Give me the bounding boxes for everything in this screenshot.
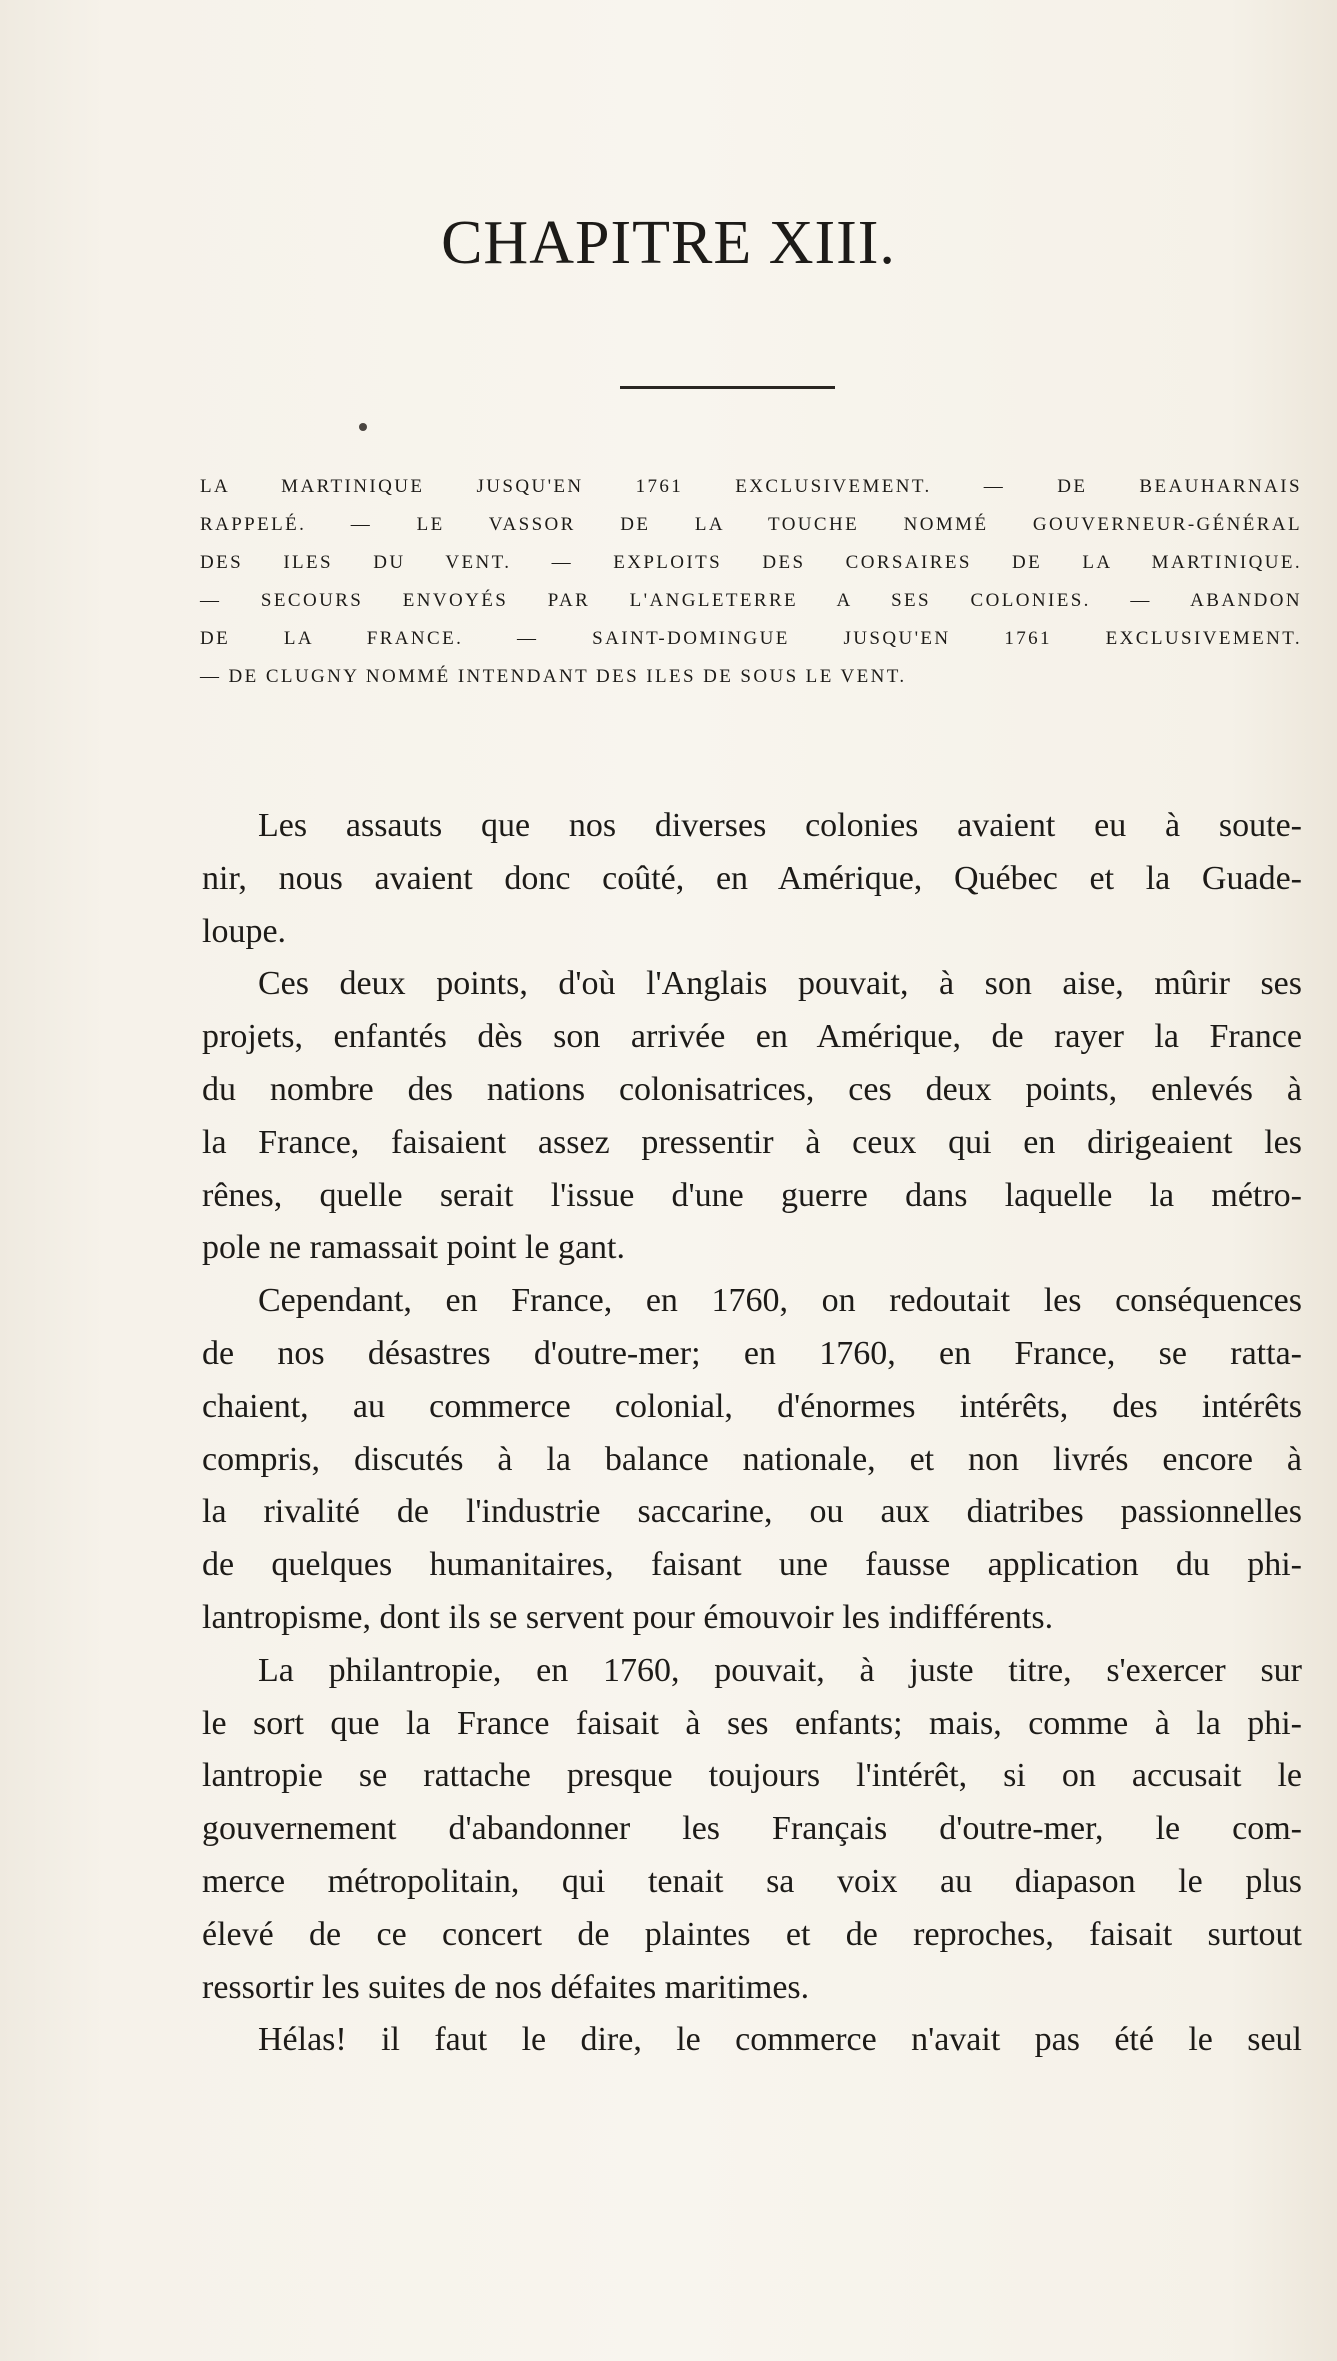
text-line: merce métropolitain, qui tenait sa voix au diapason le plus	[202, 1862, 1302, 1900]
text-line: de nos désastres d'outre-mer; en 1760, en France, se ratta-	[202, 1334, 1302, 1372]
text-line: loupe.	[202, 912, 287, 950]
text-line: La philantropie, en 1760, pouvait, à juste titre, s'exercer sur	[258, 1651, 1302, 1689]
text-line: Ces deux points, d'où l'Anglais pouvait, à son aise, mûrir ses	[258, 965, 1302, 1003]
text-line: le sort que la France faisait à ses enfants; mais, comme à la phi-	[202, 1704, 1302, 1742]
summary-line: DES ILES DU VENT. — EXPLOITS DES CORSAIRES DE LA MARTINIQUE.	[200, 552, 1302, 573]
text-line: projets, enfantés dès son arrivée en Amérique, de rayer la France	[202, 1018, 1302, 1056]
ink-dot	[359, 423, 367, 431]
text-line: chaient, au commerce colonial, d'énormes intérêts, des intérêts	[202, 1387, 1302, 1425]
text-line: ressortir les suites de nos défaites maritimes.	[202, 1968, 810, 2006]
text-line: la rivalité de l'industrie saccarine, ou aux diatribes passionnelles	[202, 1493, 1302, 1531]
text-line: Les assauts que nos diverses colonies avaient eu à soute-	[258, 807, 1302, 844]
summary-line: — DE CLUGNY NOMMÉ INTENDANT DES ILES DE SOUS LE VENT.	[200, 666, 907, 687]
text-line: compris, discutés à la balance nationale, et non livrés encore à	[202, 1440, 1302, 1478]
text-line: la France, faisaient assez pressentir à ceux qui en dirigeaient les	[202, 1123, 1302, 1161]
text-line: nir, nous avaient donc coûté, en Amérique, Québec et la Guade-	[202, 859, 1302, 897]
text-line: gouvernement d'abandonner les Français d'outre-mer, le com-	[202, 1810, 1302, 1848]
chapter-summary	[200, 468, 1302, 696]
text-line: Hélas! il faut le dire, le commerce n'avait pas été le seul	[258, 2021, 1302, 2059]
text-line: rênes, quelle serait l'issue d'une guerre dans laquelle la métro-	[202, 1176, 1302, 1214]
summary-line: DE LA FRANCE. — SAINT-DOMINGUE JUSQU'EN 1761 EXCLUSIVEMENT.	[200, 628, 1302, 649]
title-divider	[620, 386, 835, 389]
body-text	[202, 800, 1302, 2067]
text-line: du nombre des nations colonisatrices, ces deux points, enlevés à	[202, 1070, 1302, 1108]
text-line: élevé de ce concert de plaintes et de reproches, faisait surtout	[202, 1915, 1302, 1953]
chapter-title: CHAPITRE XIII.	[441, 209, 896, 277]
text-line: pole ne ramassait point le gant.	[202, 1229, 625, 1267]
text-line: lantropie se rattache presque toujours l'intérêt, si on accusait le	[202, 1757, 1302, 1795]
summary-line: RAPPELÉ. — LE VASSOR DE LA TOUCHE NOMMÉ GOUVERNEUR-GÉNÉRAL	[200, 514, 1302, 535]
text-line: de quelques humanitaires, faisant une fausse application du phi-	[202, 1546, 1302, 1584]
summary-line: LA MARTINIQUE JUSQU'EN 1761 EXCLUSIVEMENT. — DE BEAUHARNAIS	[200, 476, 1302, 497]
text-line: Cependant, en France, en 1760, on redoutait les conséquences	[258, 1282, 1302, 1320]
summary-line: — SECOURS ENVOYÉS PAR L'ANGLETERRE A SES COLONIES. — ABANDON	[200, 590, 1302, 611]
text-line: lantropisme, dont ils se servent pour émouvoir les indifférents.	[202, 1598, 1054, 1636]
